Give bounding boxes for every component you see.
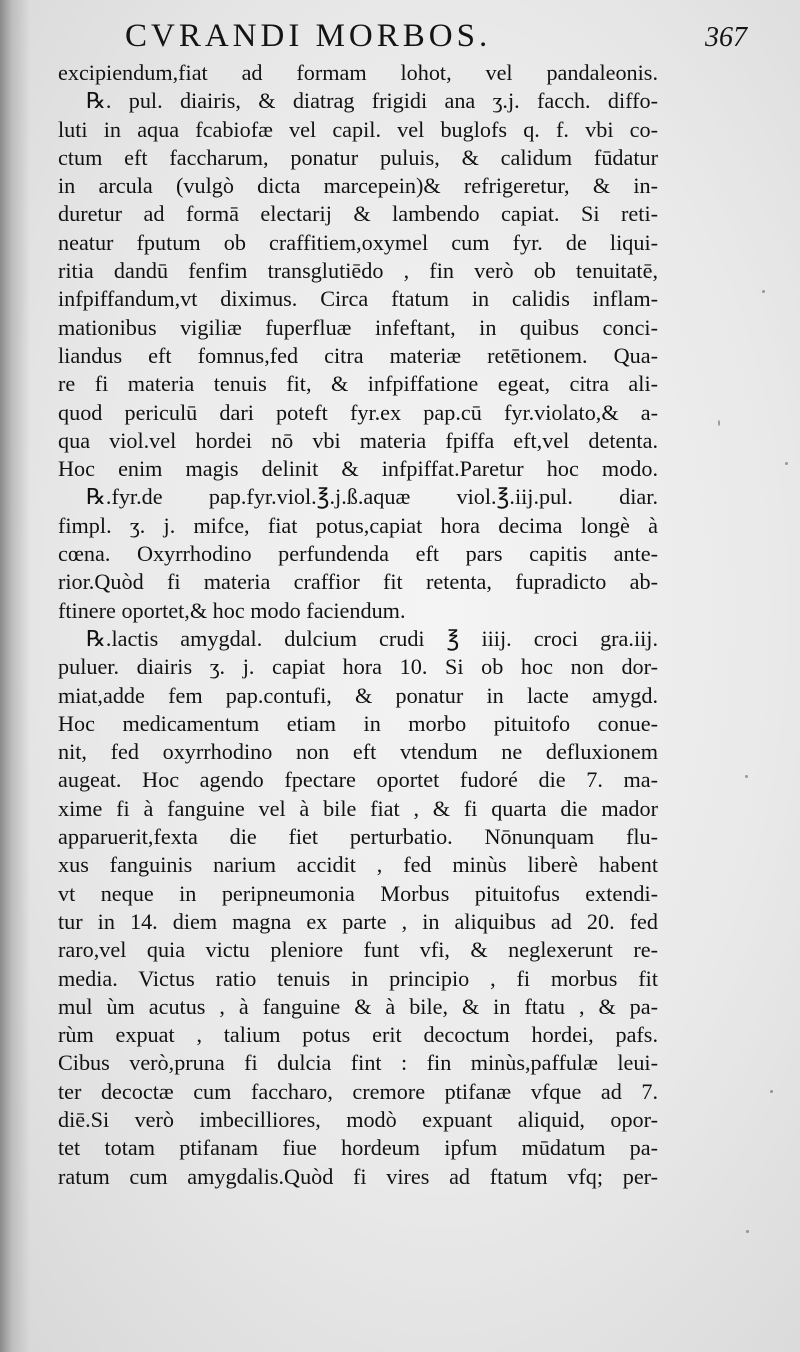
text-line: liandus eft fomnus,fed citra materiæ retētionem. Qua- xyxy=(58,342,658,368)
ink-speck xyxy=(746,1230,749,1233)
text-line: ritia dandū fenfim transglutiēdo , fin verò ob tenuitatē, xyxy=(58,258,658,284)
text-line: ℞. pul. diairis, & diatrag frigidi ana ʒ.j. facch. diffo- xyxy=(86,88,658,114)
text-line: mationibus vigiliæ fuperfluæ infeftant, in quibus conci- xyxy=(58,314,658,340)
text-line: ter decoctæ cum faccharo, cremore ptifanæ vfque ad 7. xyxy=(58,1078,658,1104)
text-line: qua viol.vel hordei nō vbi materia fpiffa eft,vel detenta. xyxy=(58,427,658,453)
text-line: miat,adde fem pap.contufi, & ponatur in lacte amygd. xyxy=(58,682,658,708)
text-line: infpiffandum,vt diximus. Circa ftatum in calidis inflam- xyxy=(58,286,658,312)
text-line: augeat. Hoc agendo fpectare oportet fudoré die 7. ma- xyxy=(58,767,658,793)
text-line: xime fi à fanguine vel à bile fiat , & fi quarta die mador xyxy=(58,795,658,821)
text-line: apparuerit,fexta die fiet perturbatio. Nōnunquam flu- xyxy=(58,824,658,850)
binding-gutter-shadow xyxy=(0,0,30,1352)
text-line: ftinere oportet,& hoc modo faciendum. xyxy=(58,597,406,623)
text-line: rùm expuat , talium potus erit decoctum hordei, pafs. xyxy=(58,1022,658,1048)
running-head: CVRANDI MORBOS. xyxy=(125,18,492,54)
text-line: mul ùm acutus , à fanguine & à bile, & in ftatu , & pa- xyxy=(58,993,658,1019)
text-line: in arcula (vulgò dicta marcepein)& refrigeretur, & in- xyxy=(58,173,658,199)
text-line: puluer. diairis ʒ. j. capiat hora 10. Si ob hoc non dor- xyxy=(58,654,658,680)
text-line: tur in 14. diem magna ex parte , in aliquibus ad 20. fed xyxy=(58,908,658,934)
page-number: 367 xyxy=(705,22,747,53)
text-line: raro,vel quia victu pleniore funt vfi, & neglexerunt re- xyxy=(58,937,658,963)
text-line: excipiendum,fiat ad formam lohot, vel pandaleonis. xyxy=(58,60,658,85)
text-line: ctum eft faccharum, ponatur puluis, & calidum fūdatur xyxy=(58,144,658,170)
text-line: cœna. Oxyrrhodino perfundenda eft pars capitis ante- xyxy=(58,541,658,567)
text-line: vt neque in peripneumonia Morbus pituitofus extendi- xyxy=(58,880,658,906)
text-line: nit, fed oxyrrhodino non eft vtendum ne defluxionem xyxy=(58,739,658,765)
text-line: media. Victus ratio tenuis in principio , fi morbus fit xyxy=(58,965,658,991)
text-line: re fi materia tenuis fit, & infpiffatione egeat, citra ali- xyxy=(58,371,658,397)
text-line: ℞.fyr.de pap.fyr.viol.℥.j.ß.aquæ viol.℥.iij.pul. diar. xyxy=(86,484,658,510)
text-line: rior.Quòd fi materia craffior fit retenta, fupradicto ab- xyxy=(58,569,658,595)
text-line: diē.Si verò imbecilliores, modò expuant aliquid, opor- xyxy=(58,1106,658,1132)
ink-speck xyxy=(762,290,765,293)
ink-speck xyxy=(770,1090,773,1093)
text-line: fimpl. ʒ. j. mifce, fiat potus,capiat hora decima longè à xyxy=(58,512,658,538)
ink-speck xyxy=(718,420,720,426)
text-line: luti in aqua fcabiofæ vel capil. vel buglofs q. f. vbi co- xyxy=(58,116,658,142)
text-line: xus fanguinis narium accidit , fed minùs liberè habent xyxy=(58,852,658,878)
text-line: ratum cum amygdalis.Quòd fi vires ad ftatum vfq; per- xyxy=(58,1163,658,1189)
ink-speck xyxy=(745,775,748,778)
text-line: duretur ad formā electarij & lambendo capiat. Si reti- xyxy=(58,201,658,227)
text-line: Hoc medicamentum etiam in morbo pituitofo conue- xyxy=(58,710,658,736)
ink-speck xyxy=(785,462,788,465)
main-text-block xyxy=(58,59,658,1191)
text-line: Cibus verò,pruna fi dulcia fint : fin minùs,paffulæ leui- xyxy=(58,1050,658,1076)
text-line: ℞.lactis amygdal. dulcium crudi ℥ iiij. croci gra.iij. xyxy=(86,625,658,651)
page-header xyxy=(0,14,800,58)
text-line: quod periculū dari poteft fyr.ex pap.cū fyr.violato,& a- xyxy=(58,399,658,425)
text-line: Hoc enim magis delinit & infpiffat.Paretur hoc modo. xyxy=(58,456,658,482)
text-line: tet totam ptifanam fiue hordeum ipfum mūdatum pa- xyxy=(58,1135,658,1161)
text-line: neatur fputum ob craffitiem,oxymel cum fyr. de liqui- xyxy=(58,229,658,255)
